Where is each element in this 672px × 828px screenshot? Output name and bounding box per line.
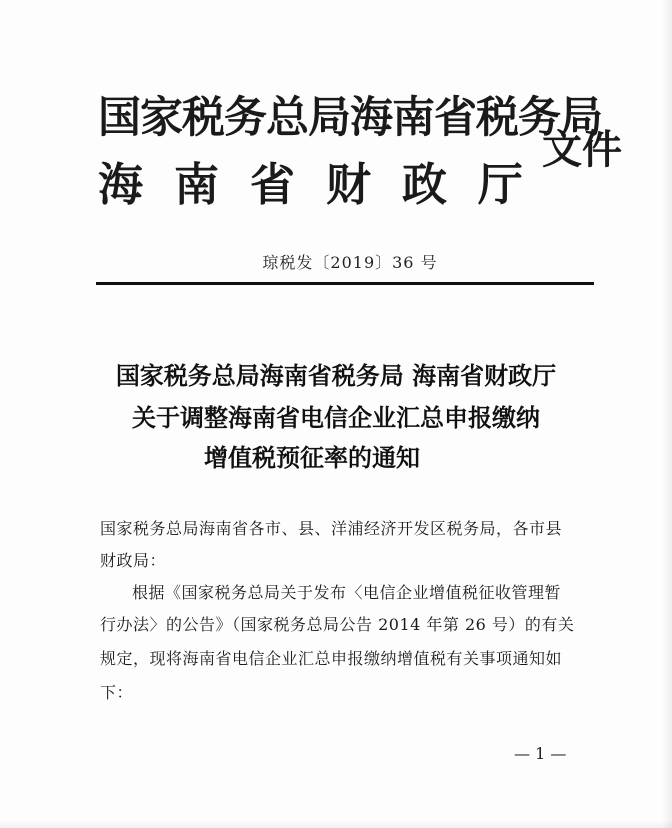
body-line: 根据《国家税务总局关于发布〈电信企业增值税征收管理暂 [132,583,562,602]
document-type-label: 文件 [542,127,622,173]
page-number: — 1 — [514,744,567,763]
body-line: 财政局： [100,551,167,570]
body-line: 规定，现将海南省电信企业汇总申报缴纳增值税有关事项通知如 [100,649,563,668]
issuer-finance-department [98,148,523,213]
body-line: 下： [100,683,134,702]
issuer-char: 南 [173,158,219,211]
scan-shadow-bottom [0,820,672,828]
issuer-char: 财 [325,158,371,211]
issuer-char: 厅 [477,158,523,211]
document-number: 琼税发〔2019〕36 号 [262,253,438,272]
title-line-1: 国家税务总局海南省税务局 海南省财政厅 [115,362,557,390]
issuer-char: 政 [401,158,447,211]
title-line-2: 关于调整海南省电信企业汇总申报缴纳 [132,404,540,432]
issuer-tax-bureau: 国家税务总局海南省税务局 [98,93,602,143]
issuer-char: 海 [98,158,144,211]
header-divider [96,282,594,285]
issuer-char: 省 [249,158,295,211]
body-line: 行办法〉的公告》（国家税务总局公告 2014 年第 26 号）的有关 [100,615,575,634]
body-line: 国家税务总局海南省各市、县、洋浦经济开发区税务局，各市县 [100,519,563,538]
title-line-3: 增值税预征率的通知 [204,444,420,472]
